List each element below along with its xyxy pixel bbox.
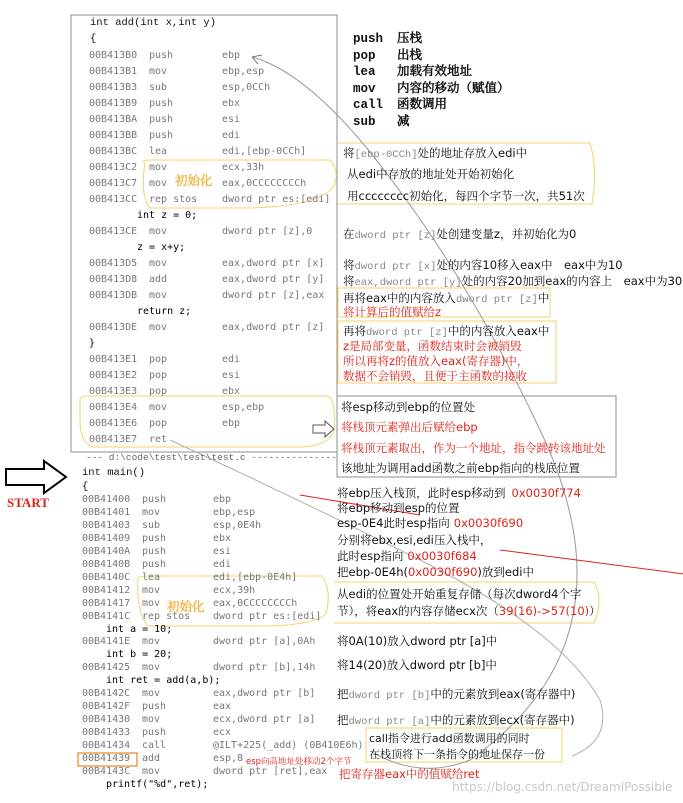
add-open-brace: { [90, 33, 97, 45]
asm-operand: ebp,esp [222, 66, 265, 77]
asm-address: 00B41434 [82, 740, 131, 752]
asm-address: 00B4142F [82, 701, 131, 713]
asm-opcode: push [142, 494, 167, 505]
asm-address: 00B41433 [82, 727, 131, 739]
asm-opcode: push [142, 558, 167, 570]
asm-opcode: ret [149, 434, 168, 445]
note-call-1: call指令进行add函数调用的同时 [369, 732, 530, 745]
legend-item [353, 61, 472, 79]
legend-desc: 加载有效地址 [397, 63, 473, 78]
asm-opcode: mov [142, 765, 161, 777]
main-function-header: int main() [82, 467, 146, 479]
asm-address: 00B413E3 [89, 386, 138, 397]
source-line: z = x+y; [137, 242, 186, 253]
asm-address: 00B413B0 [89, 50, 138, 61]
asm-operand: dword ptr [ret],eax [213, 765, 328, 777]
asm-opcode: push [142, 545, 167, 557]
asm-opcode: pop [149, 370, 168, 381]
note-esp-after-push: 此时esp指向 0x0030f684 [337, 549, 477, 563]
asm-opcode: mov [142, 584, 161, 596]
asm-opcode: lea [142, 571, 161, 583]
note-rep-count: 节），将eax的内容存储ecx次（39(16)->57(10)） [337, 604, 601, 618]
asm-operand: dword ptr es:[edi] [213, 610, 322, 622]
asm-opcode: pop [149, 418, 168, 429]
legend-key: pop [353, 48, 376, 63]
asm-operand: ecx,33h [222, 162, 265, 173]
note-add-y: 将eax,dword ptr [y]处的内容20加到eax的内容上 eax中为30 [343, 274, 683, 289]
asm-address: 00B413B3 [89, 82, 138, 93]
legend-desc: 内容的移动（赋值） [397, 79, 510, 95]
asm-operand: dword ptr es:[edi] [222, 194, 331, 205]
asm-address: 00B413BA [89, 114, 138, 125]
note-init-fill: 用cccccccc初始化，每四个字节一次，共51次 [347, 189, 585, 203]
epilogue-arrow [313, 421, 334, 437]
source-line: printf("%d",ret); [106, 778, 209, 790]
asm-operand: dword ptr [b],14h [213, 662, 316, 674]
note-push-ebp: 将ebp压入栈顶，此时esp移动到 0x0030f774 [337, 486, 581, 500]
legend-item [353, 28, 422, 46]
note-mov-ebp: 将ebp移动到esp的位置 [337, 501, 460, 515]
source-line: return z; [137, 306, 192, 317]
note-lea-main: 把ebp-0E4h(0x0030f690)放到edi中 [337, 565, 534, 579]
asm-opcode: lea [149, 146, 168, 157]
note-z-local: z是局部变量，函数结束时会被销毁 [343, 339, 522, 353]
asm-operand: esp,8 [213, 753, 244, 764]
asm-address: 00B4140C [82, 571, 131, 583]
asm-opcode: mov [149, 178, 168, 189]
note-sub-esp: esp-0E4此时esp指向 0x0030f690 [337, 516, 524, 530]
asm-address: 00B413D5 [89, 258, 138, 269]
legend-key: mov [353, 81, 376, 96]
add-init-label: 初始化 [175, 173, 213, 188]
asm-opcode: push [149, 98, 174, 109]
asm-operand: eax,dword ptr [b] [213, 688, 316, 700]
watermark: https://blog.csdn.net/DreamIPossible [452, 780, 673, 794]
asm-operand: ecx [213, 727, 232, 739]
asm-operand: ebx [222, 98, 241, 109]
note-main-receive: 数据不会销毁，且便于主函数的接收 [343, 369, 527, 383]
asm-operand: ebp [222, 418, 241, 429]
asm-address: 00B41412 [82, 584, 131, 596]
asm-opcode: mov [149, 402, 168, 413]
asm-address: 00B4141E [82, 636, 131, 648]
legend-item [353, 94, 447, 112]
asm-address: 00B413C7 [89, 178, 138, 189]
asm-operand: eax,dword ptr [z] [222, 322, 325, 333]
asm-address: 00B41430 [82, 714, 131, 726]
asm-address: 00B413BB [89, 130, 138, 141]
asm-opcode: call [142, 740, 167, 752]
asm-opcode: mov [142, 662, 161, 674]
asm-address: 00B4142C [82, 688, 131, 700]
asm-operand: edi [222, 354, 241, 365]
note-store-z: 再将eax中的内容放入dword ptr [z]中 [343, 291, 550, 306]
note-store-b: 将14(20)放入dword ptr [b]中 [337, 658, 497, 672]
main-init-label: 初始化 [167, 599, 205, 614]
note-move-x: 将dword ptr [x]处的内容10移入eax中 eax中为10 [343, 258, 623, 273]
asm-opcode: add [149, 274, 168, 285]
asm-opcode: mov [149, 290, 168, 301]
legend-desc: 减 [397, 112, 410, 128]
note-b-to-eax: 把dword ptr [b]中的元素放到eax(寄存器中) [337, 687, 576, 702]
asm-opcode: rep stos [149, 194, 198, 205]
asm-operand: dword ptr [a],0Ah [213, 636, 316, 648]
file-separator: --- d:\code\test\test\test.c --------------- [86, 452, 337, 463]
asm-operand: esp,0CCh [222, 82, 271, 93]
asm-operand: eax,0CCCCCCCCh [222, 178, 307, 189]
note-init-start: 从edi中存放的地址处开始初始化 [347, 167, 515, 181]
legend-key: push [353, 32, 384, 46]
asm-address: 00B413B9 [89, 98, 138, 109]
asm-opcode: push [149, 130, 174, 141]
source-line: int a = 10; [106, 623, 173, 635]
note-pop-ebp: 将栈顶元素弹出后赋给ebp [341, 420, 478, 434]
asm-address: 00B413DE [89, 322, 138, 333]
asm-address: 00B41400 [82, 494, 131, 505]
asm-operand: esi [222, 114, 241, 125]
asm-operand: @ILT+225(_add) (0B410E6h) [213, 740, 364, 752]
note-assign-ret: 把寄存器eax中的值赋给ret [339, 767, 480, 781]
asm-address: 00B41401 [82, 506, 131, 518]
asm-operand: edi,[ebp-0CCh] [222, 146, 307, 157]
asm-operand: ecx,dword ptr [a] [213, 714, 316, 726]
legend-item [353, 111, 410, 129]
asm-address: 00B41409 [82, 532, 131, 544]
asm-opcode: add [142, 753, 161, 764]
asm-operand: esi [213, 545, 232, 557]
asm-address: 00B413E2 [89, 370, 138, 381]
asm-address: 00B41403 [82, 519, 131, 531]
asm-operand: dword ptr [z],0 [222, 226, 313, 237]
add-function-header: int add(int x,int y) [90, 17, 217, 29]
asm-opcode: mov [142, 597, 161, 609]
asm-address: 00B413E4 [89, 402, 138, 413]
asm-address: 00B41417 [82, 597, 131, 609]
asm-operand: edi [213, 558, 232, 570]
asm-operand: eax,dword ptr [y] [222, 274, 325, 285]
legend-desc: 压栈 [397, 30, 423, 45]
asm-opcode: mov [142, 506, 161, 518]
asm-opcode: push [142, 701, 167, 713]
asm-address: 00B413E1 [89, 354, 138, 365]
asm-opcode: push [149, 50, 174, 61]
legend-key: call [353, 98, 384, 112]
asm-address: 00B413B1 [89, 66, 138, 77]
asm-operand: edi [222, 130, 241, 141]
legend-key: sub [353, 114, 376, 129]
close-brace: } [89, 338, 96, 349]
main-open-brace: { [82, 481, 89, 493]
note-push-regs: 分别将ebx,esi,edi压入栈中， [337, 533, 492, 547]
asm-address: 00B413D8 [89, 274, 138, 285]
source-line: int ret = add(a,b); [106, 675, 221, 687]
asm-address: 00B4143C [82, 765, 131, 777]
asm-opcode: rep stos [142, 610, 191, 622]
asm-address: 00B41425 [82, 662, 131, 674]
asm-opcode: mov [149, 322, 168, 333]
legend-item [353, 78, 510, 96]
note-lea-edi: 将[ebp-0CCh]处的地址存放入edi中 [343, 146, 528, 161]
asm-opcode: pop [149, 386, 168, 397]
asm-address: 00B413C2 [89, 162, 138, 173]
asm-address: 00B413DB [89, 290, 138, 301]
asm-opcode: mov [149, 226, 168, 237]
note-ret-address: 该地址为调用add函数之前ebp指向的栈底位置 [341, 461, 580, 475]
asm-operand: edi,[ebp-0E4h] [213, 571, 298, 583]
asm-operand: eax,dword ptr [x] [222, 258, 325, 269]
note-z-to-eax: 再将dword ptr [z]中的内容放入eax中 [343, 324, 550, 339]
note-z-eax: 所以再将z的值放入eax(寄存器)中， [343, 354, 529, 368]
asm-operand: ebx [222, 386, 241, 397]
note-create-z: 在dword ptr [z]处创建变量z，并初始化为0 [343, 227, 577, 242]
legend-key: lea [353, 65, 376, 79]
asm-operand: ebp [222, 50, 241, 61]
start-label: START [7, 495, 49, 510]
asm-address: 00B413CC [89, 194, 138, 205]
esp-move-note: esp向高地址处移动2个字节 [246, 757, 352, 767]
asm-address: 00B413BC [89, 146, 138, 157]
asm-opcode: push [142, 727, 167, 739]
asm-operand: esp,0E4h [213, 519, 262, 531]
note-mov-esp-ebp: 将esp移动到ebp的位置处 [341, 400, 476, 414]
legend-desc: 出栈 [397, 46, 423, 62]
asm-opcode: mov [142, 688, 161, 700]
source-line: int z = 0; [137, 210, 198, 221]
asm-opcode: mov [149, 66, 168, 77]
asm-operand: esp,ebp [222, 402, 265, 413]
asm-operand: esi [222, 370, 241, 381]
start-arrow [6, 461, 66, 493]
note-rep-stos: 从edi的位置处开始重复存储（每次dword4个字 [337, 587, 582, 601]
asm-opcode: push [149, 114, 174, 125]
asm-operand: eax,0CCCCCCCCh [213, 597, 298, 609]
asm-opcode: pop [149, 354, 168, 365]
asm-operand: dword ptr [z],eax [222, 290, 325, 301]
note-assign-z: 将计算后的值赋给z [343, 305, 442, 319]
asm-opcode: mov [142, 714, 161, 726]
asm-operand: ecx,39h [213, 584, 256, 596]
asm-opcode: mov [149, 258, 168, 269]
asm-address: 00B4140B [82, 558, 131, 570]
note-a-to-ecx: 把dword ptr [a]中的元素放到ecx(寄存器中) [337, 713, 575, 728]
asm-opcode: sub [142, 519, 161, 531]
note-store-a: 将0A(10)放入dword ptr [a]中 [337, 634, 498, 648]
asm-operand: ebp,esp [213, 506, 256, 518]
asm-operand: ebx [213, 532, 232, 544]
asm-address: 00B4141C [82, 610, 131, 622]
asm-operand: eax [213, 701, 232, 713]
asm-operand: ebp [213, 494, 232, 505]
source-line: int b = 20; [106, 649, 173, 661]
asm-opcode: mov [142, 636, 161, 648]
legend-item [353, 45, 422, 63]
asm-opcode: push [142, 532, 167, 544]
asm-address: 00B4140A [82, 545, 131, 557]
legend-desc: 函数调用 [397, 96, 448, 111]
note-ret-jump: 将栈顶元素取出，作为一个地址，指令跳转该地址处 [341, 441, 606, 455]
asm-opcode: sub [149, 82, 168, 93]
asm-address: 00B413CE [89, 226, 138, 237]
asm-address: 00B413E7 [89, 434, 138, 445]
asm-address: 00B413E6 [89, 418, 138, 429]
note-call-2: 在栈顶将下一条指令的地址保存一份 [369, 748, 545, 761]
asm-address: 00B41439 [82, 753, 131, 764]
asm-opcode: mov [149, 162, 168, 173]
